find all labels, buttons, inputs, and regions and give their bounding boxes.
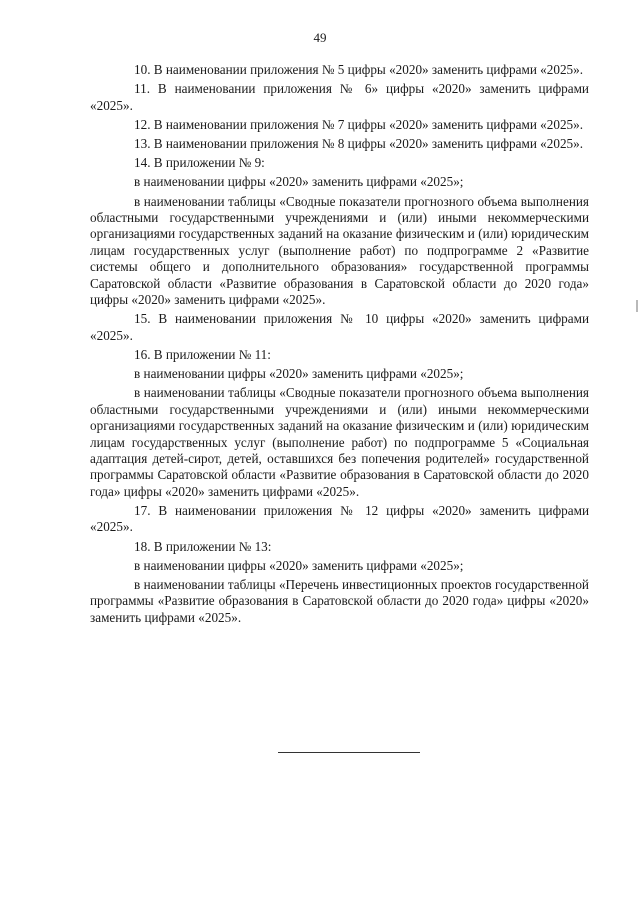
paragraph-item-18: 18. В приложении № 13: [134,538,272,554]
paragraph-item-14-subpoint-table: в наименовании таблицы «Сводные показатели прогнозного объема выполнения областными государственными учреждениями и (или) иными некоммерческими организациями государственных заданий на оказание физическим и (или) юридическим лицам государственных услуг (выполнение работ) по подпрограмме 2 «Развитие системы общего и дополнительного образования» государственной программы Саратовской области «Развитие образования в Саратовской области до 2020 года» цифры «2020» заменить цифрами «2025». [90,193,589,308]
document-body [90,62,589,629]
scan-edge-mark [636,300,638,312]
paragraph-item-12: 12. В наименовании приложения № 7 цифры «2020» заменить цифрами «2025». [134,116,584,132]
paragraph-item-15: 15. В наименовании приложения № 10 цифры «2020» заменить цифрами «2025». [90,311,589,343]
paragraph-item-13: 13. В наименовании приложения № 8 цифры «2020» заменить цифрами «2025». [134,136,584,152]
paragraph-item-14-subpoint-title: в наименовании цифры «2020» заменить цифрами «2025»; [134,174,464,190]
paragraph-item-16-subpoint-title: в наименовании цифры «2020» заменить цифрами «2025»; [134,366,464,382]
page-number: 49 [313,30,327,45]
paragraph-item-17: 17. В наименовании приложения № 12 цифры «2020» заменить цифрами «2025». [90,502,589,535]
paragraph-item-18-subpoint-title: в наименовании цифры «2020» заменить цифрами «2025»; [134,557,464,573]
paragraph-item-11: 11. В наименовании приложения № 6» цифры «2020» заменить цифрами «2025». [90,81,589,113]
paragraph-item-16: 16. В приложении № 11: [134,346,271,362]
paragraph-item-14: 14. В приложении № 9: [134,155,265,171]
paragraph-item-10: 10. В наименовании приложения № 5 цифры «2020» заменить цифрами «2025». [134,62,584,77]
paragraph-item-16-subpoint-table: в наименовании таблицы «Сводные показатели прогнозного объема выполнения областными государственными учреждениями и (или) иными некоммерческими организациями государственных заданий на оказание физическим и (или) юридическим лицам государственных услуг (выполнение работ) по подпрограмме 5 «Социальная адаптация детей-сирот, детей, оставшихся без попечения родителей» государственной программы Саратовской области «Развитие образования в Саратовской области до 2020 года» цифры «2020» заменить цифрами «2025». [90,385,589,499]
paragraph-item-18-subpoint-table: в наименовании таблицы «Перечень инвестиционных проектов государственной программы «Развитие образования в Саратовской области до 2020 года» цифры «2020» заменить цифрами «2025». [90,576,589,625]
closing-divider-line [278,752,420,753]
